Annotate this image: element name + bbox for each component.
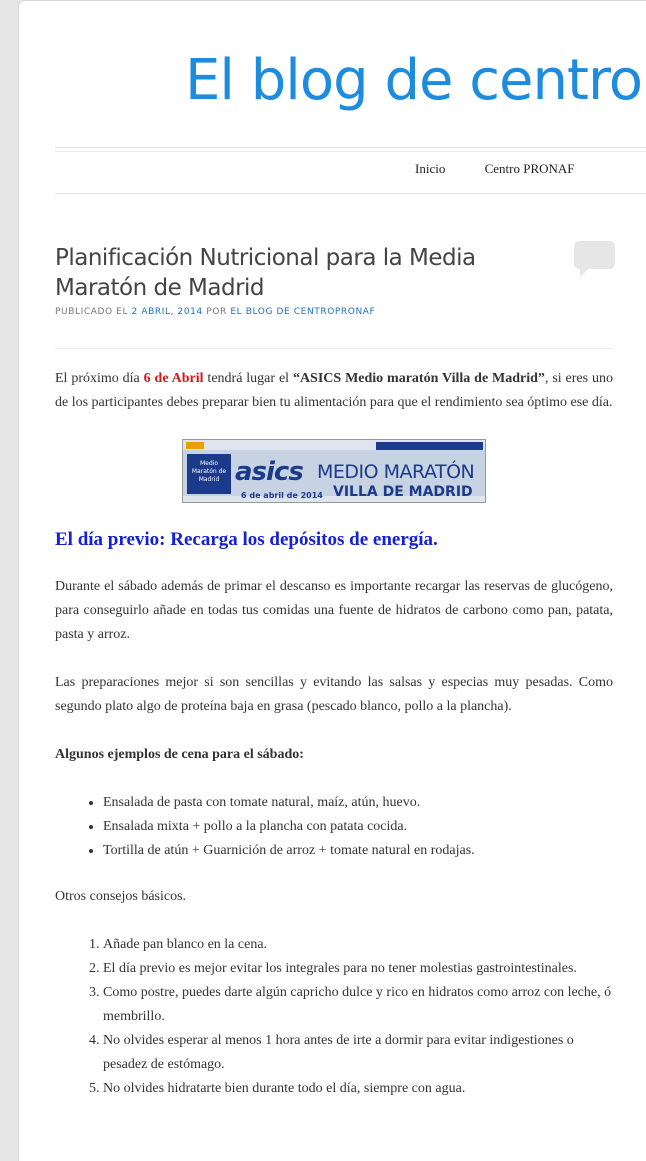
examples-heading: Algunos ejemplos de cena para el sábado:: [55, 747, 304, 762]
list-item: 2. El día previo es mejor evitar los integrales para no tener molestias gastrointestinales.: [103, 957, 613, 981]
paragraph-2: Las preparaciones mejor si son sencillas y evitando las salsas y especias muy pesadas. Como segundo plato algo de proteína baja en grasa (pescado blanco, pollo a la plancha).: [55, 675, 613, 714]
intro-paragraph: [55, 367, 613, 415]
flags-icon: [186, 442, 204, 449]
post-date-link[interactable]: 2 ABRIL, 2014: [131, 307, 203, 317]
banner-headline: MEDIO MARATÓN: [317, 461, 475, 483]
list-item: 4. No olvides esperar al menos 1 hora antes de irte a dormir para evitar indigestiones o pesadez de estómago.: [103, 1029, 613, 1077]
intro-text-2: tendrá lugar el: [203, 371, 293, 386]
examples-list: [55, 791, 613, 863]
intro-text-3: , si eres uno de los participantes debes preparar bien tu alimentación para que el rendimiento sea óptimo ese día.: [55, 371, 613, 410]
banner-date: 6 de abril de 2014: [241, 491, 323, 500]
list-item: 1. Añade pan blanco en la cena.: [103, 933, 613, 957]
section-heading: El día previo: Recarga los depósitos de energía.: [55, 529, 438, 550]
main-nav: [415, 161, 611, 177]
nav-divider: [55, 193, 646, 194]
tips-list: [55, 933, 613, 1101]
post-divider: [55, 348, 613, 349]
tips-heading: Otros consejos básicos.: [55, 889, 187, 904]
meta-prefix: PUBLICADO EL: [55, 307, 129, 317]
post-title[interactable]: Planificación Nutricional para la Media Maratón de Madrid: [55, 245, 476, 301]
list-item: 3. Como postre, puedes darte algún capricho dulce y rico en hidratos como arroz con leche, ó membrillo.: [103, 981, 613, 1029]
list-item: 5. No olvides hidratarte bien durante todo el día, siempre con agua.: [103, 1077, 613, 1101]
asics-logo: asics: [235, 457, 303, 487]
list-item: • Ensalada de pasta con tomate natural, maíz, atún, huevo.: [103, 791, 613, 815]
meta-by: POR: [206, 307, 227, 317]
paragraph-1: Durante el sábado además de primar el descanso es importante recargar las reservas de glucógeno, para conseguirlo añade en todas tus comidas una fuente de hidratos de carbono como pan, patata, pasta y arroz.: [55, 579, 613, 642]
list-item: • Ensalada mixta + pollo a la plancha con patata cocida.: [103, 815, 613, 839]
site-title[interactable]: El blog de centro: [185, 48, 643, 113]
event-banner-image: [182, 439, 486, 503]
comment-bubble-icon[interactable]: [574, 241, 615, 269]
header-divider: [55, 147, 646, 148]
nav-item-centro-pronaf[interactable]: Centro PRONAF: [484, 161, 575, 176]
post-content: [55, 367, 613, 1123]
banner-left-logo: Medio Maratón de Madrid: [187, 454, 231, 494]
intro-event-name: “ASICS Medio maratón Villa de Madrid”: [292, 371, 545, 386]
post-meta: [55, 307, 375, 317]
header-divider-secondary: [55, 151, 646, 152]
banner-place: VILLA DE MADRID: [333, 484, 473, 500]
nav-item-inicio[interactable]: Inicio: [415, 161, 446, 176]
page-container: [18, 0, 646, 1161]
intro-date-highlight: 6 de Abril: [143, 371, 204, 386]
intro-text-1: El próximo día: [55, 371, 144, 386]
post-author-link[interactable]: EL BLOG DE CENTROPRONAF: [230, 307, 376, 317]
list-item: • Tortilla de atún + Guarnición de arroz + tomate natural en rodajas.: [103, 839, 613, 863]
